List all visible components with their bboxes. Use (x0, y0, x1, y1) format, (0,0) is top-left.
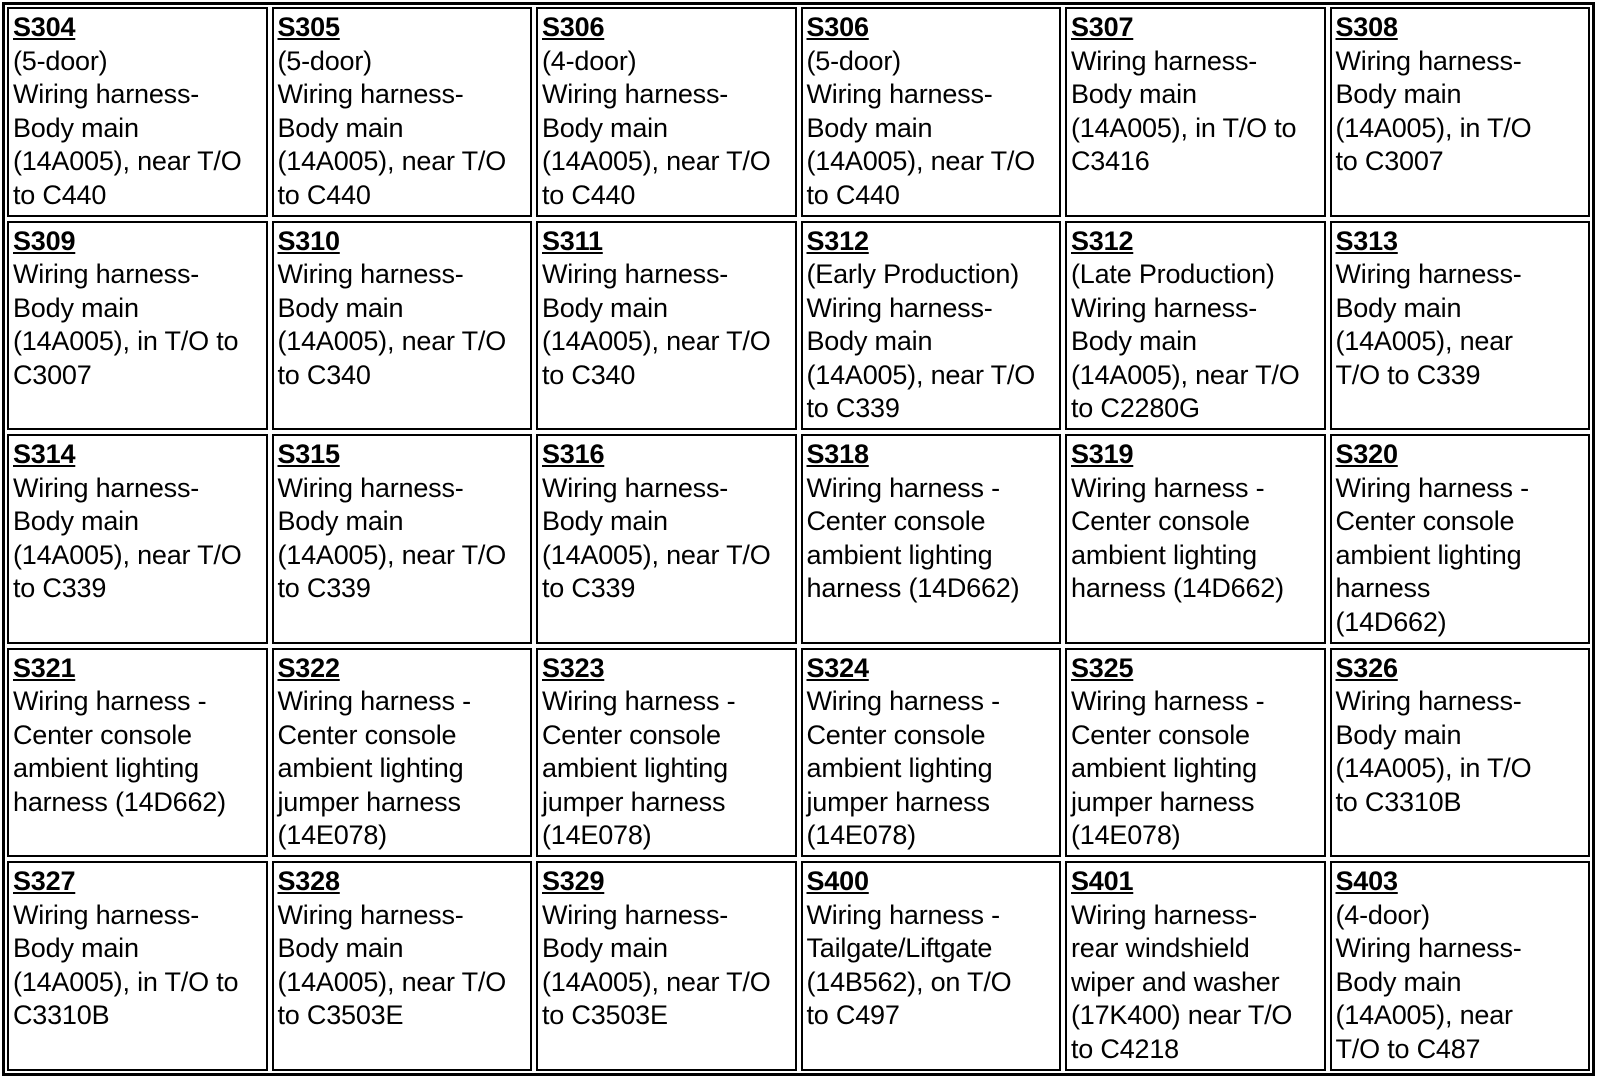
splice-description-line: (17K400) near T/O (1071, 1000, 1293, 1031)
table-cell (7, 7, 268, 217)
splice-description-line: (14B562), on T/O (806, 966, 1012, 997)
splice-description-line: (14E078) (542, 820, 652, 851)
splice-description-line: (14A005), in T/O (1335, 753, 1532, 784)
splice-description-line: Center console (806, 719, 986, 750)
splice-description-line: to C340 (277, 359, 371, 390)
splice-description-line: (14A005), near T/O (806, 359, 1036, 390)
splice-description-line: (14A005), near T/O (542, 539, 771, 570)
splice-description-line: (14A005), near T/O (277, 966, 507, 997)
splice-description-line: (14A005), in T/O to (13, 326, 239, 357)
splice-description-line: Wiring harness- (806, 79, 993, 109)
splice-description-line: Wiring harness- (542, 259, 729, 290)
table-cell (7, 221, 268, 431)
splice-description-line: (14E078) (277, 820, 387, 851)
table-cell (801, 434, 1062, 644)
splice-description-line: Center console (277, 719, 457, 750)
splice-code: S306 (806, 12, 869, 42)
splice-description-line: Body main (277, 933, 404, 964)
splice-description-line: Wiring harness- (542, 472, 729, 503)
splice-description-line: Wiring harness- (13, 79, 200, 109)
splice-description-line: Wiring harness - (1071, 686, 1265, 717)
splice-description-line: (14A005), near T/O (13, 146, 242, 176)
splice-description-line: Center console (806, 506, 986, 537)
splice-description-line: jumper harness (542, 786, 726, 817)
table-cell (1330, 7, 1591, 217)
splice-code: S400 (806, 866, 869, 897)
splice-description-line: ambient lighting (13, 753, 199, 784)
splice-code: S311 (542, 225, 603, 256)
splice-description-line: harness (14D662) (806, 573, 1020, 604)
splice-description-line: Center console (1071, 719, 1250, 750)
splice-description-line: to C440 (542, 179, 636, 210)
splice-description-line: to C440 (13, 179, 107, 210)
splice-description-line: (14A005), in T/O to (1071, 112, 1297, 143)
splice-description-line: Body main (806, 112, 933, 143)
splice-description-line: (14A005), near T/O (542, 146, 771, 176)
splice-description-line: (14A005), near (1335, 1000, 1513, 1031)
table-cell (272, 648, 533, 858)
splice-description-line: T/O to C339 (1335, 359, 1481, 390)
splice-description-line: (4-door) (1335, 899, 1430, 930)
splice-description-line: Body main (1335, 719, 1462, 750)
splice-description-line: jumper harness (806, 786, 990, 817)
splice-description-line: Wiring harness- (1071, 899, 1258, 930)
splice-code: S315 (277, 439, 340, 470)
splice-description-line: Wiring harness- (542, 899, 729, 930)
splice-code: S318 (806, 439, 869, 470)
splice-description-line: T/O to C487 (1335, 1033, 1481, 1064)
splice-location-table (2, 2, 1595, 1076)
splice-description-line: (14A005), near T/O (277, 326, 507, 357)
splice-description-line: (14A005), near T/O (13, 539, 242, 570)
splice-description-line: Wiring harness - (806, 686, 1000, 717)
splice-description-line: (14A005), near T/O (1071, 359, 1300, 390)
splice-description-line: Body main (13, 506, 139, 537)
splice-description-line: Wiring harness- (1335, 259, 1522, 290)
splice-description-line: Body main (542, 506, 668, 537)
table-cell (801, 861, 1062, 1071)
splice-description-line: wiper and washer (1071, 966, 1280, 997)
splice-description-line: Wiring harness- (806, 292, 993, 323)
splice-description-line: (14A005), near T/O (277, 146, 507, 176)
splice-code: S323 (542, 652, 605, 683)
splice-code: S308 (1335, 12, 1398, 42)
table-cell (1065, 7, 1326, 217)
splice-description-line: ambient lighting (277, 753, 464, 784)
splice-code: S305 (277, 12, 340, 42)
splice-description-line: to C339 (542, 573, 636, 604)
splice-description-line: (14A005), near (1335, 326, 1513, 357)
splice-code: S313 (1335, 225, 1398, 256)
splice-description-line: Wiring harness- (1071, 45, 1258, 76)
splice-code: S321 (13, 652, 76, 683)
table-cell (536, 7, 797, 217)
splice-description-line: Body main (13, 112, 139, 143)
splice-description-line: ambient lighting (542, 753, 728, 784)
splice-description-line: ambient lighting (1071, 753, 1257, 784)
splice-description-line: (5-door) (806, 45, 901, 76)
splice-description-line: Wiring harness- (277, 79, 464, 109)
splice-description-line: Wiring harness- (1335, 686, 1522, 717)
splice-description-line: Body main (542, 292, 668, 323)
splice-code: S326 (1335, 652, 1398, 683)
splice-description-line: rear windshield (1071, 933, 1250, 964)
splice-code: S403 (1335, 866, 1398, 897)
splice-description-line: to C440 (806, 179, 900, 210)
splice-description-line: to C3503E (542, 1000, 668, 1031)
splice-description-line: Body main (1335, 966, 1462, 997)
table-cell (272, 861, 533, 1071)
splice-code: S328 (277, 866, 340, 897)
splice-description-line: (Early Production) (806, 259, 1019, 290)
splice-description-line: ambient lighting (806, 753, 993, 784)
splice-description-line: to C3007 (1335, 146, 1444, 176)
splice-description-line: Wiring harness- (277, 899, 464, 930)
splice-description-line: to C339 (277, 573, 371, 604)
splice-description-line: Wiring harness - (13, 686, 207, 717)
splice-code: S304 (13, 12, 76, 42)
table-cell (272, 7, 533, 217)
splice-description-line: harness (1335, 573, 1431, 604)
splice-code: S319 (1071, 439, 1134, 470)
splice-code: S306 (542, 12, 605, 42)
splice-description-line: Wiring harness- (13, 259, 200, 290)
splice-description-line: Center console (13, 719, 192, 750)
splice-description-line: to C4218 (1071, 1033, 1179, 1064)
splice-description-line: Body main (806, 326, 933, 357)
splice-description-line: Tailgate/Liftgate (806, 933, 993, 964)
table-cell (1065, 434, 1326, 644)
splice-description-line: (14D662) (1335, 606, 1447, 637)
splice-description-line: Wiring harness - (1071, 472, 1265, 503)
table-cell (7, 434, 268, 644)
splice-description-line: (14A005), near T/O (542, 326, 771, 357)
splice-description-line: Body main (277, 506, 404, 537)
splice-description-line: Wiring harness - (806, 472, 1000, 503)
splice-code: S329 (542, 866, 605, 897)
splice-description-line: Center console (1071, 506, 1250, 537)
splice-description-line: Wiring harness- (277, 472, 464, 503)
splice-code: S320 (1335, 439, 1398, 470)
splice-description-line: to C339 (806, 393, 900, 424)
splice-code: S312 (1071, 225, 1134, 256)
splice-description-line: Body main (1335, 79, 1462, 109)
splice-code: S322 (277, 652, 340, 683)
splice-description-line: harness (14D662) (13, 786, 226, 817)
splice-description-line: Wiring harness- (1071, 292, 1258, 323)
splice-description-line: Body main (1071, 326, 1197, 357)
splice-description-line: (14E078) (1071, 820, 1181, 851)
table-cell (7, 861, 268, 1071)
splice-description-line: jumper harness (277, 786, 461, 817)
table-cell (1065, 861, 1326, 1071)
table-cell (536, 221, 797, 431)
table-cell (1065, 648, 1326, 858)
splice-description-line: Body main (277, 112, 404, 143)
splice-code: S309 (13, 225, 76, 256)
table-cell (1065, 221, 1326, 431)
splice-code: S327 (13, 866, 76, 897)
splice-code: S310 (277, 225, 340, 256)
splice-description-line: (14A005), near T/O (542, 966, 771, 997)
splice-description-line: Wiring harness - (542, 686, 736, 717)
splice-code: S312 (806, 225, 869, 256)
splice-description-line: ambient lighting (1071, 539, 1257, 570)
splice-description-line: Wiring harness- (1335, 45, 1522, 76)
splice-description-line: ambient lighting (1335, 539, 1522, 570)
table-cell (7, 648, 268, 858)
splice-code: S314 (13, 439, 76, 470)
table-cell (536, 648, 797, 858)
splice-description-line: (5-door) (13, 45, 108, 76)
splice-description-line: (14A005), in T/O to (13, 966, 239, 997)
splice-description-line: Body main (13, 292, 139, 323)
splice-code: S401 (1071, 866, 1134, 897)
splice-code: S316 (542, 439, 605, 470)
splice-description-line: Center console (1335, 506, 1515, 537)
splice-description-line: harness (14D662) (1071, 573, 1284, 604)
splice-description-line: Body main (277, 292, 404, 323)
table-cell (272, 434, 533, 644)
table-cell (1330, 434, 1591, 644)
splice-description-line: jumper harness (1071, 786, 1255, 817)
splice-description-line: Wiring harness- (277, 259, 464, 290)
splice-description-line: (5-door) (277, 45, 372, 76)
splice-description-line: Wiring harness- (542, 79, 729, 109)
splice-description-line: C3310B (13, 1000, 110, 1031)
splice-description-line: to C340 (542, 359, 636, 390)
table-cell (536, 434, 797, 644)
splice-description-line: Wiring harness - (1335, 472, 1529, 503)
splice-description-line: to C2280G (1071, 393, 1200, 424)
splice-description-line: to C3503E (277, 1000, 404, 1031)
splice-description-line: Body main (13, 933, 139, 964)
splice-code: S307 (1071, 12, 1134, 42)
splice-description-line: Body main (542, 112, 668, 143)
splice-description-line: Body main (542, 933, 668, 964)
splice-description-line: to C440 (277, 179, 371, 210)
table-cell (801, 648, 1062, 858)
splice-description-line: Center console (542, 719, 721, 750)
splice-code: S324 (806, 652, 869, 683)
splice-description-line: C3416 (1071, 146, 1150, 176)
table-cell (1330, 861, 1591, 1071)
table-cell (536, 861, 797, 1071)
splice-description-line: Body main (1071, 79, 1197, 109)
splice-description-line: Wiring harness- (1335, 933, 1522, 964)
splice-description-line: Wiring harness- (13, 472, 200, 503)
table-cell (1330, 221, 1591, 431)
splice-description-line: (14E078) (806, 820, 916, 851)
table-cell (801, 7, 1062, 217)
table-cell (272, 221, 533, 431)
splice-description-line: to C497 (806, 1000, 900, 1031)
splice-description-line: to C339 (13, 573, 107, 604)
splice-description-line: to C3310B (1335, 786, 1462, 817)
splice-description-line: ambient lighting (806, 539, 993, 570)
splice-description-line: Wiring harness - (806, 899, 1000, 930)
table-cell (1330, 648, 1591, 858)
splice-description-line: Body main (1335, 292, 1462, 323)
splice-description-line: C3007 (13, 359, 92, 390)
splice-description-line: Wiring harness- (13, 899, 200, 930)
splice-description-line: (14A005), near T/O (277, 539, 507, 570)
splice-code: S325 (1071, 652, 1134, 683)
splice-description-line: (4-door) (542, 45, 637, 76)
splice-description-line: (14A005), near T/O (806, 146, 1036, 176)
splice-description-line: (14A005), in T/O (1335, 112, 1532, 143)
splice-description-line: (Late Production) (1071, 259, 1275, 290)
splice-description-line: Wiring harness - (277, 686, 471, 717)
table-cell (801, 221, 1062, 431)
